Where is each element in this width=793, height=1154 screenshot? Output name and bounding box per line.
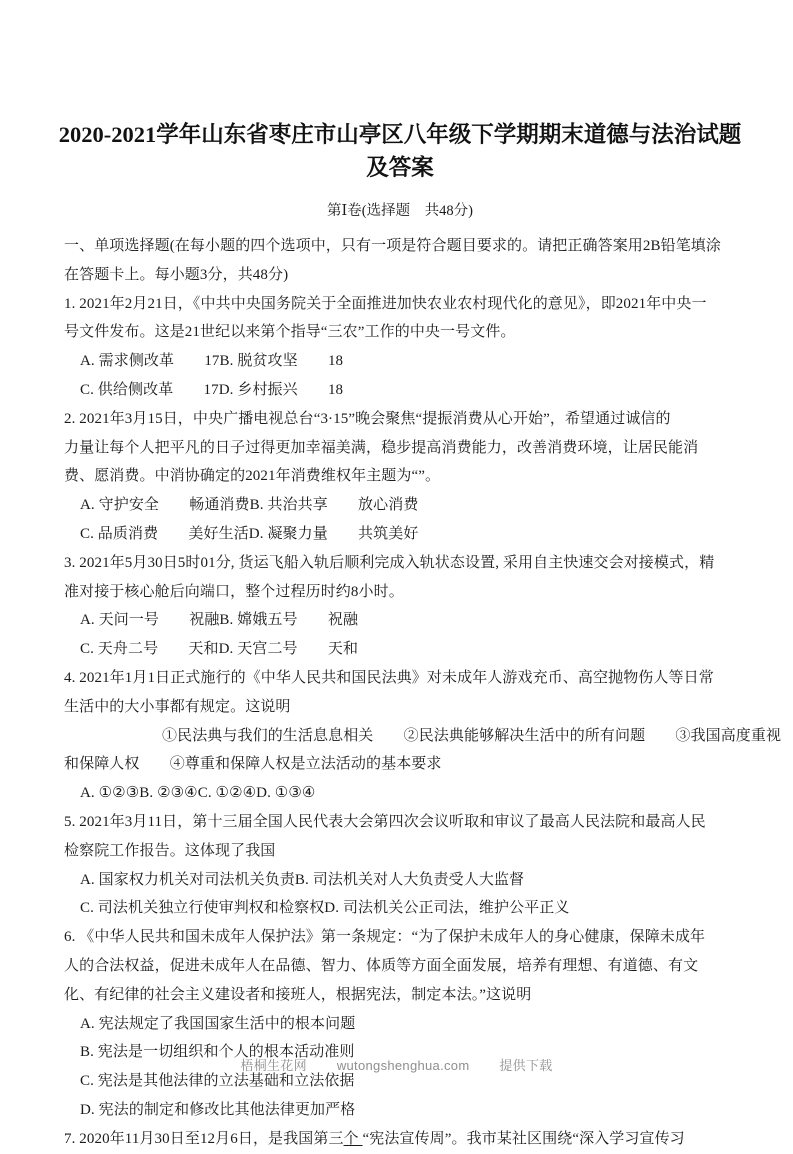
line-suffix: “宪法宣传周”。我市某社区围绕“深入学习宣传习 xyxy=(362,1130,685,1147)
text-line: A. 国家权力机关对司法机关负责B. 司法机关对人大负责受人大监督 xyxy=(80,871,525,888)
text-line: 一、单项选择题(在每小题的四个选项中，只有一项是符合题目要求的。请把正确答案用2B铅笔填涂 xyxy=(64,238,722,254)
text-line: 5. 2021年3月11日，第十三届全国人民代表大会第四次会议听取和审议了最高人民法院和最高人民 xyxy=(64,813,706,830)
text-line: C. 天舟二号 天和D. 天宫二号 天和 xyxy=(80,641,359,658)
text-line: A. 天问一号 祝融B. 嫦娥五号 祝融 xyxy=(80,612,359,629)
text-line: 准对接于核心舱后向端口，整个过程历时约8小时。 xyxy=(64,583,404,600)
text-line: 生活中的大小事都有规定。这说明 xyxy=(64,698,291,715)
text-line: A. ①②③B. ②③④C. ①②④D. ①③④ xyxy=(80,785,316,802)
text-line: 2. 2021年3月15日，中央广播电视总台“3·15”晚会聚焦“提振消费从心开始”，希望通过诚信的 xyxy=(64,410,671,427)
text-line: 号文件发布。这是21世纪以来第个指导“三农”工作的中央一号文件。 xyxy=(64,324,516,341)
text-line: 力量让每个人把平凡的日子过得更加幸福美满，稳步提高消费能力，改善消费环境，让居民能消 xyxy=(64,439,699,456)
text-line: B. 宪法是一切组织和个人的根本活动准则 xyxy=(80,1044,355,1061)
text-line: 6. 《中华人民共和国未成年人保护法》第一条规定：“为了保护未成年人的身心健康，保障未成年 xyxy=(64,929,706,946)
text-line: D. 宪法的制定和修改比其他法律更加严格 xyxy=(80,1101,356,1118)
footer-domain: wutongshenghua.com xyxy=(336,1058,470,1073)
document-body xyxy=(64,232,782,1154)
footer-note: 提供下载 xyxy=(499,1058,553,1073)
page-title: 2020-2021学年山东省枣庄市山亭区八年级下学期期末道德与法治试题及答案 xyxy=(58,122,742,180)
blank-underline: 个 xyxy=(343,1130,363,1147)
text-line: C. 司法机关独立行使审判权和检察权D. 司法机关公正司法，维护公平正义 xyxy=(80,900,570,917)
text-line: C. 供给侧改革 17D. 乡村振兴 18 xyxy=(80,381,344,398)
section-header: 第Ⅰ卷(选择题 共48分) xyxy=(327,203,473,219)
footer-watermark xyxy=(0,1055,793,1074)
text-line: C. 品质消费 美好生活D. 凝聚力量 共筑美好 xyxy=(80,525,419,542)
text-line: 检察院工作报告。这体现了我国 xyxy=(64,842,276,859)
text-line: 3. 2021年5月30日5时01分, 货运飞船入轨后顺利完成入轨状态设置, 采用自主快速交会对接模式，精 xyxy=(64,554,715,571)
footer-site-name: 梧桐生花网 xyxy=(240,1058,307,1073)
text-line: A. 宪法规定了我国国家生活中的根本问题 xyxy=(80,1015,356,1032)
text-line: 费、愿消费。中消协确定的2021年消费维权年主题为“”。 xyxy=(64,468,441,485)
text-line xyxy=(64,1125,742,1154)
text-line: A. 守护安全 畅通消费B. 共治共享 放心消费 xyxy=(80,497,419,514)
text-line: 化、有纪律的社会主义建设者和接班人，根据宪法，制定本法。”这说明 xyxy=(64,986,532,1003)
text-line: 4. 2021年1月1日正式施行的《中华人民共和国民法典》对未成年人游戏充币、高空抛物伤人等日常 xyxy=(64,669,714,686)
text-line: 和保障人权 ④尊重和保障人权是立法活动的基本要求 xyxy=(64,756,442,773)
text-line: C. 宪法是其他法律的立法基础和立法依据 xyxy=(80,1073,355,1090)
text-line: 1. 2021年2月21日，《中共中央国务院关于全面推进加快农业农村现代化的意见》，即2021年中央一 xyxy=(64,295,707,312)
line-prefix: 7. 2020年11月30日至12月6日，是我国第三 xyxy=(64,1130,344,1147)
text-line: 人的合法权益，促进未成年人在品德、智力、体质等方面全面发展，培养有理想、有道德、有文 xyxy=(64,957,699,974)
text-line: A. 需求侧改革 17B. 脱贫攻坚 18 xyxy=(80,353,344,370)
text-line: ①民法典与我们的生活息息相关 ②民法典能够解决生活中的所有问题 ③我国高度重视 xyxy=(162,727,782,744)
text-line: 在答题卡上。每小题3分，共48分) xyxy=(64,266,289,283)
